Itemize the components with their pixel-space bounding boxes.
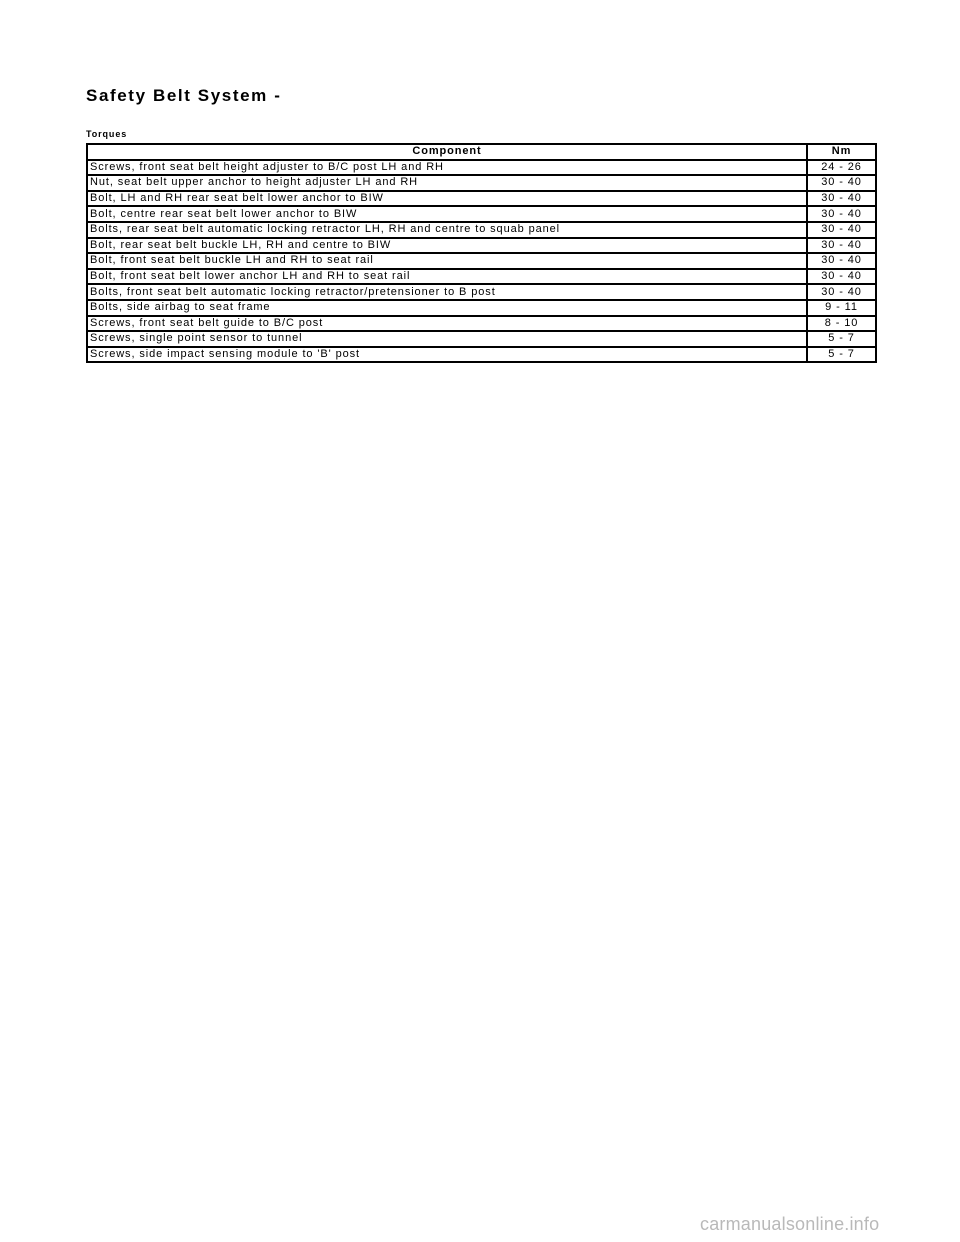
table-row: [87, 284, 876, 300]
table-row: [87, 347, 876, 363]
component-cell: Bolt, front seat belt buckle LH and RH to seat rail: [87, 253, 807, 269]
component-cell: Bolts, front seat belt automatic locking retractor/pretensioner to B post: [87, 284, 807, 300]
torque-table: [86, 143, 877, 363]
torque-cell: 30 - 40: [807, 284, 876, 300]
component-cell: Bolt, centre rear seat belt lower anchor to BIW: [87, 206, 807, 222]
component-cell: Bolt, front seat belt lower anchor LH and RH to seat rail: [87, 269, 807, 285]
page-title: Safety Belt System -: [86, 86, 282, 105]
component-cell: Bolt, LH and RH rear seat belt lower anchor to BIW: [87, 191, 807, 207]
torque-cell: 30 - 40: [807, 175, 876, 191]
table-header-row: [87, 144, 876, 160]
table-row: [87, 175, 876, 191]
section-heading-torques: Torques: [86, 129, 128, 139]
torque-cell: 5 - 7: [807, 331, 876, 347]
component-cell: Screws, front seat belt guide to B/C post: [87, 316, 807, 332]
component-cell: Screws, single point sensor to tunnel: [87, 331, 807, 347]
torque-cell: 30 - 40: [807, 269, 876, 285]
torque-cell: 8 - 10: [807, 316, 876, 332]
component-cell: Bolts, rear seat belt automatic locking retractor LH, RH and centre to squab panel: [87, 222, 807, 238]
torque-cell: 24 - 26: [807, 160, 876, 176]
column-header-component: Component: [87, 144, 807, 160]
component-cell: Nut, seat belt upper anchor to height adjuster LH and RH: [87, 175, 807, 191]
table-row: [87, 238, 876, 254]
component-cell: Screws, side impact sensing module to 'B' post: [87, 347, 807, 363]
table-row: [87, 191, 876, 207]
torque-cell: 30 - 40: [807, 191, 876, 207]
watermark-text: carmanualsonline.info: [700, 1214, 880, 1234]
column-header-nm: Nm: [807, 144, 876, 160]
torque-cell: 30 - 40: [807, 253, 876, 269]
component-cell: Bolt, rear seat belt buckle LH, RH and centre to BIW: [87, 238, 807, 254]
torque-cell: 30 - 40: [807, 206, 876, 222]
component-cell: Screws, front seat belt height adjuster to B/C post LH and RH: [87, 160, 807, 176]
table-row: [87, 160, 876, 176]
table-row: [87, 206, 876, 222]
torque-cell: 30 - 40: [807, 222, 876, 238]
component-cell: Bolts, side airbag to seat frame: [87, 300, 807, 316]
table-row: [87, 300, 876, 316]
table-row: [87, 316, 876, 332]
table-row: [87, 253, 876, 269]
table-row: [87, 331, 876, 347]
torque-cell: 30 - 40: [807, 238, 876, 254]
table-row: [87, 222, 876, 238]
torque-cell: 5 - 7: [807, 347, 876, 363]
torque-cell: 9 - 11: [807, 300, 876, 316]
table-row: [87, 269, 876, 285]
